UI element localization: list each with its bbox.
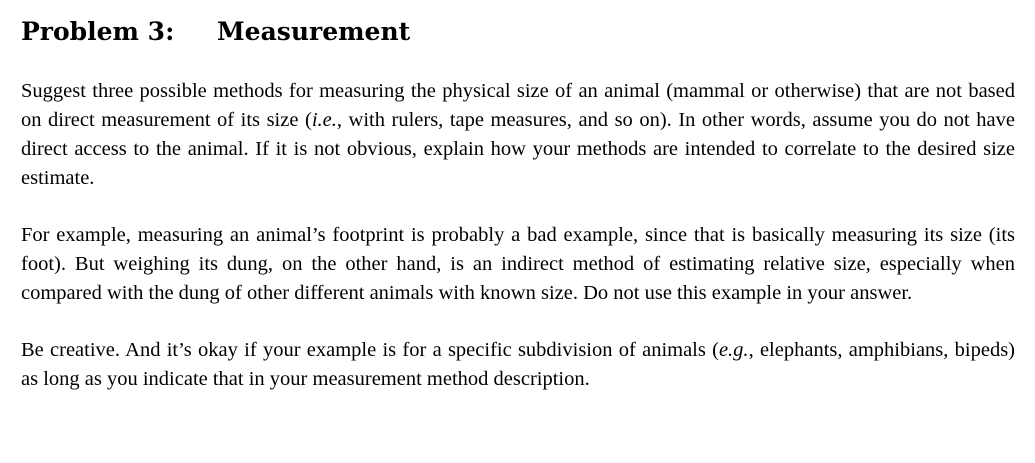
paragraph-3-part-b: , elephants, amphibians, bipeds) as long as you indicate that in your measurement method description. <box>21 339 1016 390</box>
paragraph-instructions <box>21 77 1015 193</box>
problem-title: Measurement <box>217 17 411 46</box>
paragraph-1-ie: i.e. <box>311 109 337 131</box>
paragraph-1-part-b: , with rulers, tape measures, and so on). In other words, assume you do not have direct access to the animal. If it is not obvious, explain how your methods are intended to correlate to the desired size estimate. <box>21 109 1015 189</box>
document-page <box>21 12 1015 422</box>
paragraph-3-part-a: Be creative. And it’s okay if your example is for a specific subdivision of animals ( <box>21 339 719 361</box>
paragraph-2-text: For example, measuring an animal’s footprint is probably a bad example, since that is basically measuring its size (its foot). But weighing its dung, on the other hand, is an indirect method of estimating relative size, especially when compared with the dung of other different animals with known size. Do not use this example in your answer. <box>21 224 1015 304</box>
problem-heading <box>21 12 1015 52</box>
paragraph-example <box>21 221 1015 308</box>
problem-number: Problem 3: <box>21 17 175 46</box>
paragraph-1-part-a: Suggest three possible methods for measuring the physical size of an animal (mammal or otherwise) that are not based on direct measurement of its size ( <box>21 80 1015 131</box>
paragraph-creative <box>21 336 1015 394</box>
paragraph-3-eg: e.g. <box>718 339 749 361</box>
